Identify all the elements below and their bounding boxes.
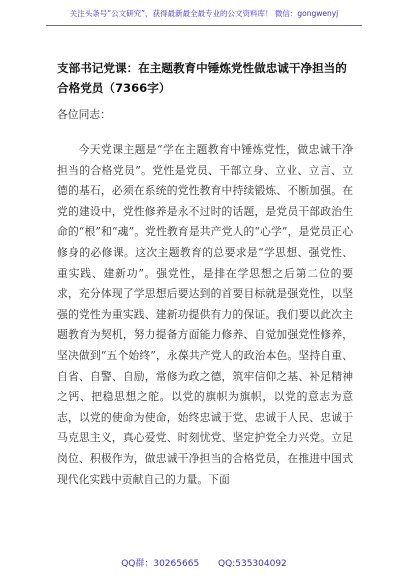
header-divider	[46, 25, 362, 26]
salutation: 各位同志：	[57, 108, 111, 121]
page-footer	[0, 556, 408, 569]
body-paragraph: 今天党课主题是“学在主题教育中锤炼党性，做忠诚干净担当的合格党员”。党性是党员、干部立身、立业、立言、立德的基石，必须在系统的党性教育中持续锻炼、不断加强。在党的建设中，党性修养是永不过时的话题，是党员干部政治生命的“根”和“魂”。党性教育是共产党人的“心学”，是党员正心修身的必修课。这次主题教育的总要求是“学思想、强党性、重实践、建新功”。强党性，是排在学思想之后第二位的要求，充分体现了学思想后要达到的首要目标就是强党性，以坚强的党性为重实践、建新功提供有力的保证。我们要以此次主题教育为契机，努力提备方面能力修养、自觉加强党性修养，坚决做到“五个始终”，永葆共产党人的政治本色。坚持自重、自省、自警、自励，常修为政之德，筑牢信仰之基、补足精神之钙、把稳思想之舵。以党的旗帜为旗帜，以党的意志为意志，以党的使命为使命，始终忠诚于党、忠诚于人民、忠诚于马克思主义，真心爱党、时刻忧党、坚定护党全力兴党。立足岗位、积极作为，做忠诚干净担当的合格党员，在推进中国式现代化实践中贡献自己的力量。下面	[57, 143, 353, 486]
page-header: 关注头条号“公文研究”，获得最新最全最专业的公文资料库！ 微信：gongwenyj	[69, 9, 339, 18]
document-body	[57, 140, 353, 490]
document-title: 支部书记党课：在主题教育中锤炼党性做忠诚干净担当的合格党员（7366字）	[57, 61, 347, 95]
footer-qq-group: QQ群：30265665	[121, 559, 200, 569]
footer-qq: QQ:535304092	[218, 559, 287, 569]
